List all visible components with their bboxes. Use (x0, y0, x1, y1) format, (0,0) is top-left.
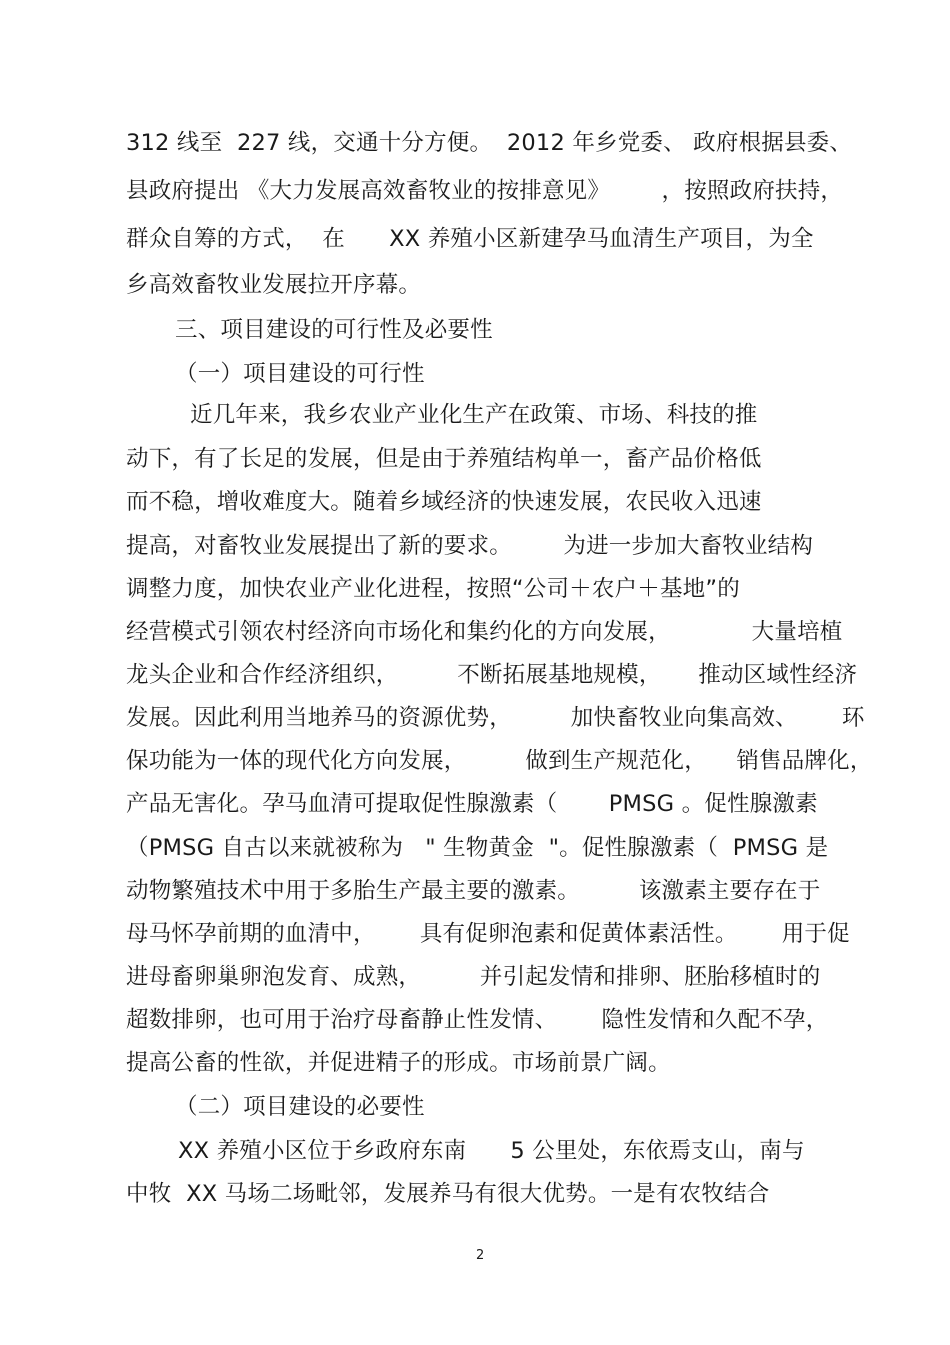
text-line: 经营模式引领农村经济向市场化和集约化的方向发展， 大量培植 (126, 619, 843, 645)
subsection-heading: （二）项目建设的必要性 (175, 1094, 425, 1120)
text-line: 母马怀孕前期的血清中， 具有促卵泡素和促黄体素活性。 用于促 (126, 921, 850, 947)
text-line: 保功能为一体的现代化方向发展， 做到生产规范化， 销售品牌化， (126, 748, 873, 774)
text-line: XX 养殖小区位于乡政府东南 5 公里处，东依焉支山，南与 (178, 1138, 805, 1164)
text-line: 超数排卵，也可用于治疗母畜静止性发情、 隐性发情和久配不孕， (126, 1007, 829, 1033)
section-heading: 三、项目建设的可行性及必要性 (175, 317, 493, 343)
text-line: 提高公畜的性欲，并促进精子的形成。市场前景广阔。 (126, 1050, 671, 1076)
text-line: 县政府提出 《大力发展高效畜牧业的按排意见》 ，按照政府扶持， (126, 178, 844, 204)
text-line: 动下，有了长足的发展，但是由于养殖结构单一，畜产品价格低 (126, 446, 762, 472)
page-number: 2 (476, 1248, 485, 1263)
text-line: 而不稳，增收难度大。随着乡域经济的快速发展，农民收入迅速 (126, 489, 762, 515)
text-line: 乡高效畜牧业发展拉开序幕。 (126, 272, 422, 298)
text-line: 发展。因此利用当地养马的资源优势， 加快畜牧业向集高效、 环 (126, 705, 865, 731)
text-line: 动物繁殖技术中用于多胎生产最主要的激素。 该激素主要存在于 (126, 878, 821, 904)
text-line: 提高，对畜牧业发展提出了新的要求。 为进一步加大畜牧业结构 (126, 533, 814, 559)
text-line: 产品无害化。孕马血清可提取促性腺激素（ PMSG 。促性腺激素 (126, 791, 818, 817)
text-line: （PMSG 自古以来就被称为 " 生物黄金 "。促性腺激素（ PMSG 是 (126, 835, 829, 861)
text-line: 近几年来，我乡农业产业化生产在政策、市场、科技的推 (190, 402, 758, 428)
subsection-heading: （一）项目建设的可行性 (175, 361, 425, 387)
text-line: 中牧 XX 马场二场毗邻，发展养马有很大优势。一是有农牧结合 (126, 1181, 770, 1207)
text-line: 龙头企业和合作经济组织， 不断拓展基地规模， 推动区域性经济 (126, 662, 858, 688)
text-line: 进母畜卵巢卵泡发育、成熟， 并引起发情和排卵、胚胎移植时的 (126, 964, 821, 990)
text-line: 调整力度，加快农业产业化进程，按照“公司＋农户＋基地”的 (126, 576, 740, 602)
text-line: 312 线至 227 线，交通十分方便。 2012 年乡党委、 政府根据县委、 (126, 130, 853, 156)
text-line: 群众自筹的方式， 在 XX 养殖小区新建孕马血清生产项目，为全 (126, 226, 814, 252)
